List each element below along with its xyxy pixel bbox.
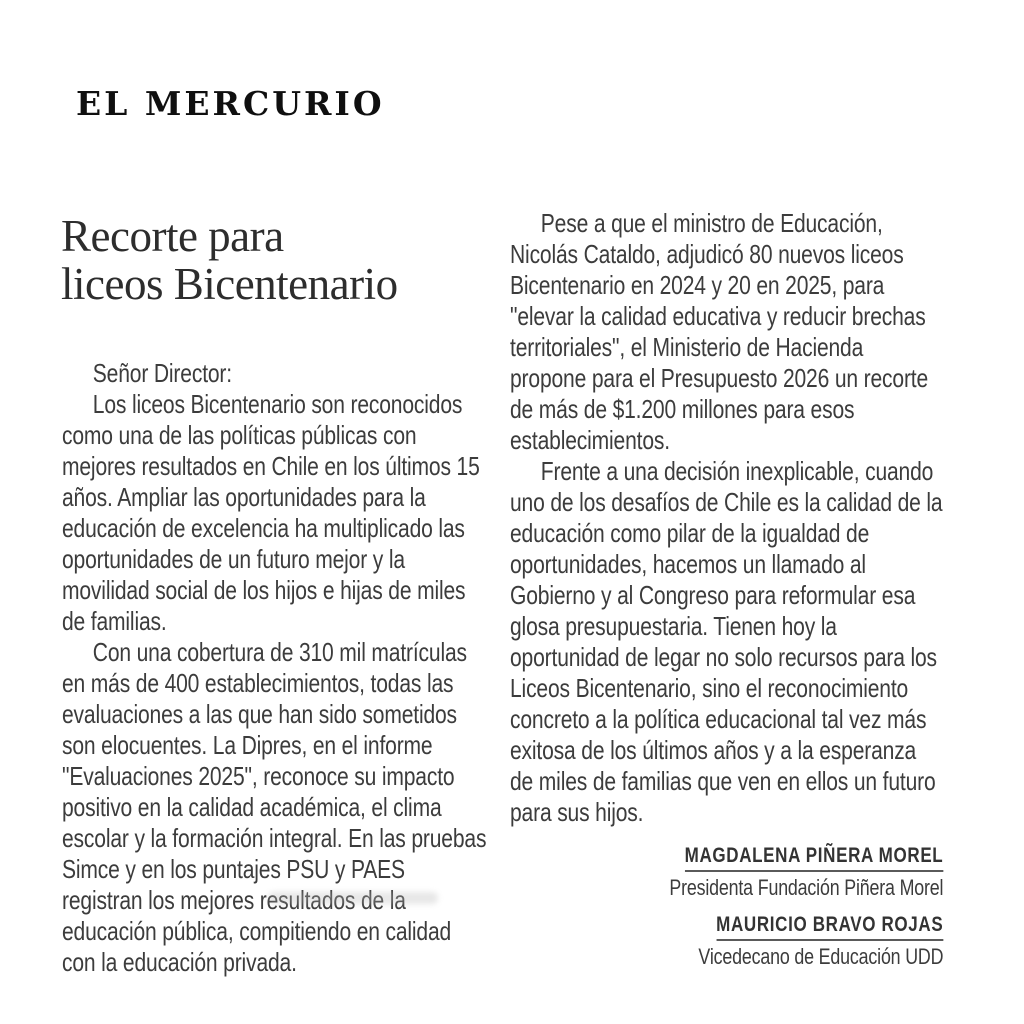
- body-paragraph: Frente a una decisión inexplicable, cuando uno de los desafíos de Chile es la calidad de la educación como pilar de la igualdad de oportunidades, hacemos un llamado al Gobierno y al Congreso para reformular esa glosa presupuestaria. Tienen hoy la oportunidad de legar no solo recursos para los Liceos Bicentenario, sino el reconocimiento concreto a la política educacional tal vez más exitosa de los últimos años y a la esperanza de miles de familias que ven en ellos un futuro para sus hijos.: [510, 456, 943, 827]
- body-paragraph: Los liceos Bicentenario son reconocidos como una de las políticas públicas con mejores resultados en Chile en los últimos 15 años. Ampliar las oportunidades para la educación de excelencia ha multiplicado las oportunidades de un futuro mejor y la movilidad social de los hijos e hijas de miles de familias.: [62, 389, 480, 636]
- signature-title: Vicedecano de Educación UDD: [698, 944, 944, 969]
- article-headline: Recorte para liceos Bicentenario: [61, 211, 398, 309]
- left-column: [62, 358, 489, 978]
- signature-entry: [510, 838, 943, 872]
- newspaper-masthead: EL MERCURIO: [76, 84, 385, 123]
- signature-name: MAGDALENA PIÑERA MOREL: [685, 845, 944, 872]
- body-paragraph: Pese a que el ministro de Educación, Nicolás Cataldo, adjudicó 80 nuevos liceos Bicentenario en 2024 y 20 en 2025, para "elevar la calidad educativa y reducir brechas territoriales", el Ministerio de Hacienda propone para el Presupuesto 2026 un recorte de más de $1.200 millones para esos establecimientos.: [510, 208, 929, 455]
- signature-block: [510, 838, 943, 969]
- signature-entry: [510, 907, 943, 941]
- scan-smudge: [268, 892, 438, 904]
- salutation: Señor Director:: [92, 358, 232, 388]
- right-column: [510, 208, 943, 976]
- body-paragraph: Con una cobertura de 310 mil matrículas en más de 400 establecimientos, todas las evaluaciones a las que han sido sometidos son elocuentes. La Dipres, en el informe "Evaluaciones 2025", reconoce su impacto positivo en la calidad académica, el clima escolar y la formación integral. En las pruebas Simce y en los puntajes PSU y PAES registran los mejores resultados de la educación pública, compitiendo en calidad con la educación privada.: [62, 637, 487, 977]
- signature-title: Presidenta Fundación Piñera Morel: [669, 875, 944, 900]
- signature-name: MAURICIO BRAVO ROJAS: [716, 914, 943, 941]
